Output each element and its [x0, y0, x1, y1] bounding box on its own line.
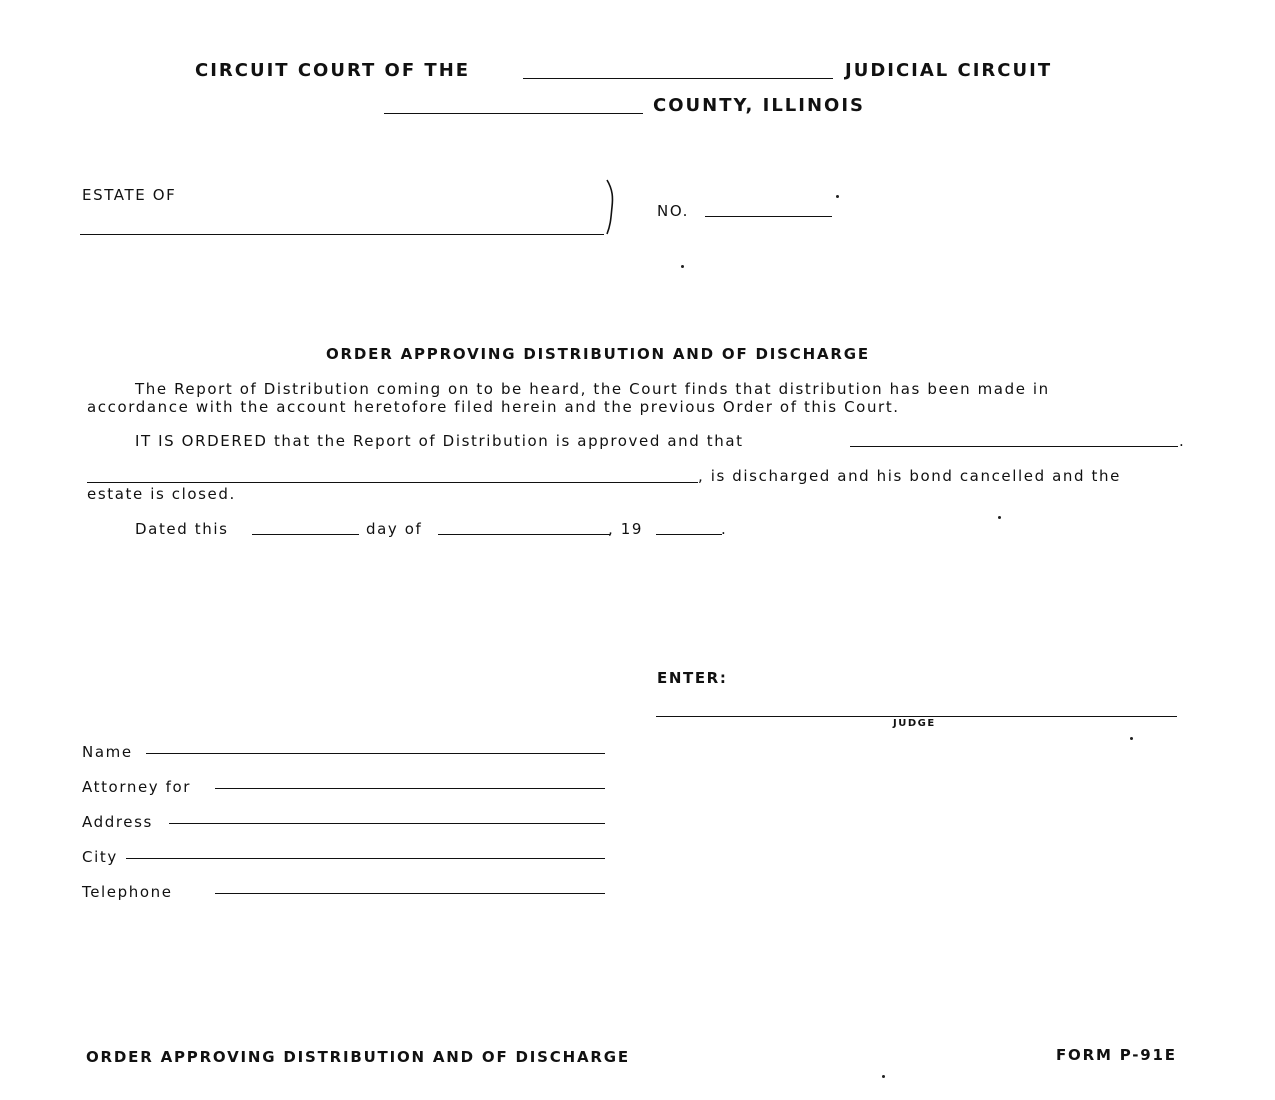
form-number: FORM P-91E: [1056, 1046, 1177, 1064]
year-prefix: , 19: [608, 520, 644, 538]
attorney-name-label: Name: [82, 743, 133, 761]
judicial-circuit-blank[interactable]: [523, 78, 833, 79]
scan-speck: [1130, 737, 1133, 740]
finding-line-2: accordance with the account heretofore filed herein and the previous Order of this Court.: [87, 398, 900, 416]
case-number-blank[interactable]: [705, 216, 832, 217]
footer-title: ORDER APPROVING DISTRIBUTION AND OF DISCHARGE: [86, 1048, 630, 1066]
county-blank[interactable]: [384, 113, 643, 114]
telephone-blank[interactable]: [215, 893, 605, 894]
representative-name-blank-2[interactable]: [87, 482, 698, 483]
year-blank[interactable]: [656, 534, 722, 535]
month-blank[interactable]: [438, 534, 610, 535]
representative-name-blank[interactable]: [850, 446, 1178, 447]
order-title: ORDER APPROVING DISTRIBUTION AND OF DISCHARGE: [326, 345, 870, 363]
attorney-name-blank[interactable]: [146, 753, 605, 754]
year-end: .: [721, 520, 728, 538]
estate-closed-line: estate is closed.: [87, 485, 236, 503]
telephone-label: Telephone: [82, 883, 173, 901]
day-of-label: day of: [366, 520, 423, 538]
ordered-line-1-end: .: [1179, 432, 1186, 450]
case-number-label: NO.: [657, 202, 689, 220]
caption-bracket: [604, 178, 618, 236]
estate-name-blank[interactable]: [80, 234, 604, 235]
judge-signature-line[interactable]: [656, 716, 1177, 717]
day-blank[interactable]: [252, 534, 359, 535]
court-header-suffix: JUDICIAL CIRCUIT: [845, 60, 1053, 81]
finding-line-1: The Report of Distribution coming on to be heard, the Court finds that distribution has been made in: [135, 380, 1050, 398]
address-blank[interactable]: [169, 823, 605, 824]
city-blank[interactable]: [126, 858, 605, 859]
dated-this-label: Dated this: [135, 520, 229, 538]
judge-label: JUDGE: [893, 718, 936, 729]
discharge-line: , is discharged and his bond cancelled and the: [698, 467, 1121, 485]
scan-speck: [998, 516, 1001, 519]
ordered-line-1: IT IS ORDERED that the Report of Distribution is approved and that: [135, 432, 744, 450]
county-label: COUNTY, ILLINOIS: [653, 95, 865, 116]
scan-speck: [836, 195, 839, 198]
court-header-prefix: CIRCUIT COURT OF THE: [195, 60, 471, 81]
attorney-for-blank[interactable]: [215, 788, 605, 789]
scan-speck: [882, 1075, 885, 1078]
enter-label: ENTER:: [657, 669, 728, 687]
city-label: City: [82, 848, 118, 866]
estate-of-label: ESTATE OF: [82, 186, 177, 204]
address-label: Address: [82, 813, 153, 831]
scan-speck: [681, 265, 684, 268]
attorney-for-label: Attorney for: [82, 778, 192, 796]
